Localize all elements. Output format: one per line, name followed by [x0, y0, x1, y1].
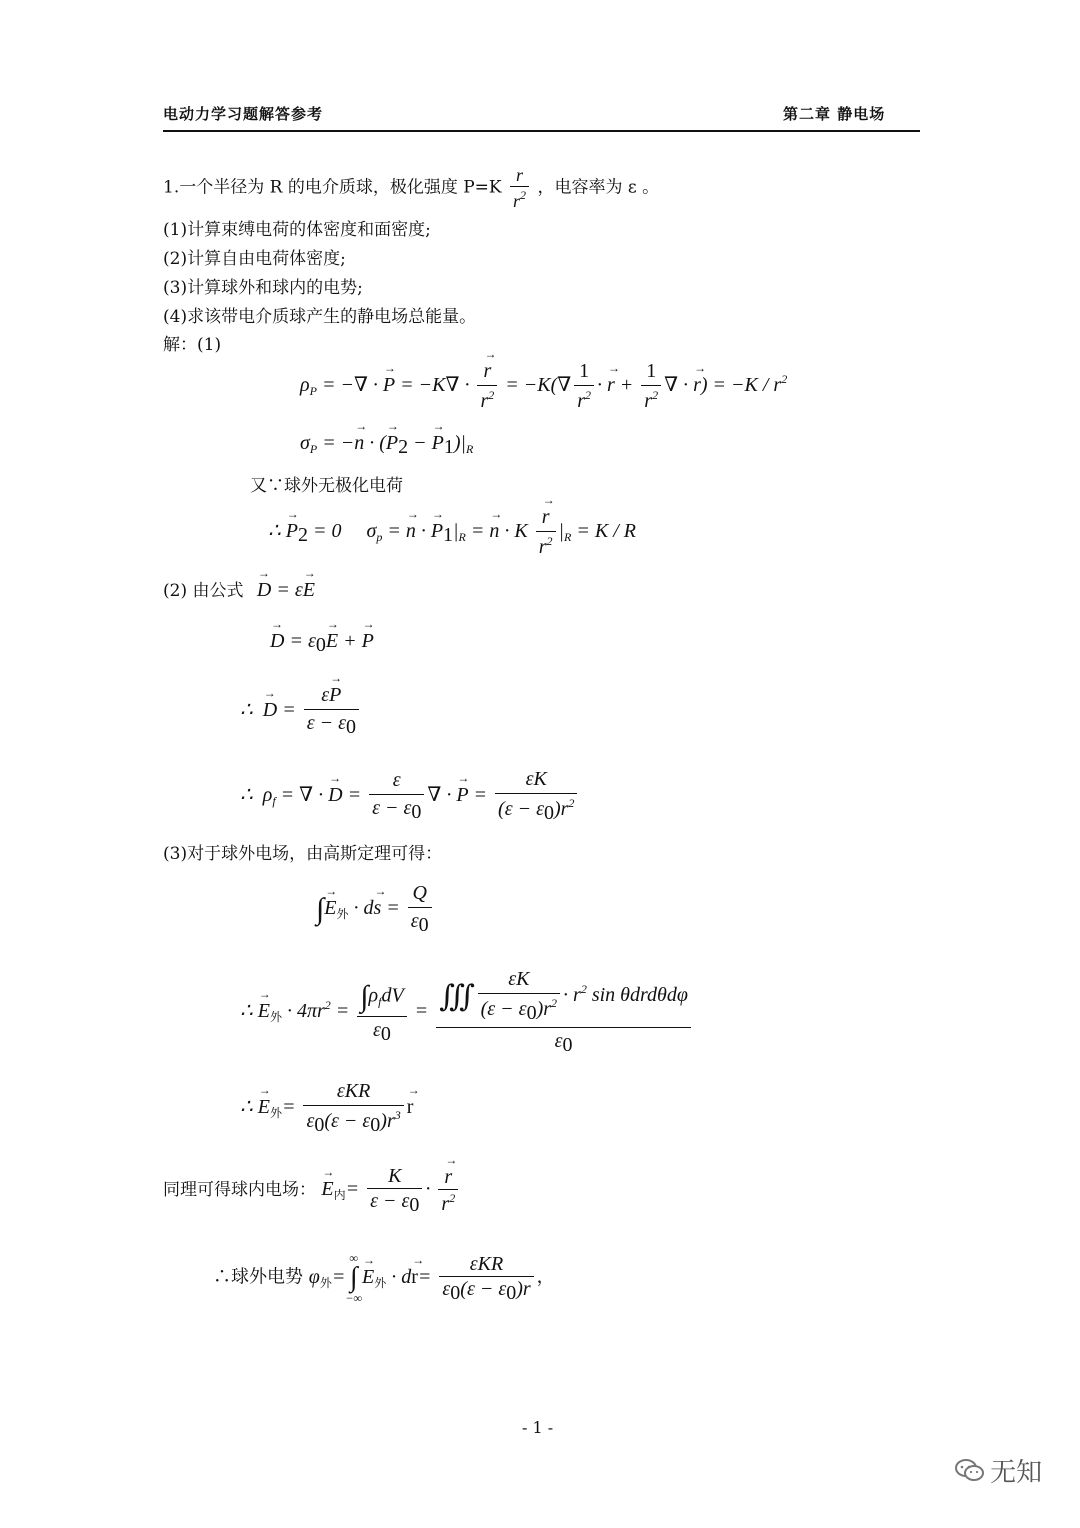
equation-d-result: ∴ → D = $\frac{\varepsilon\to P}{\varepsilon - \varepsilon_0}$ — [240, 684, 362, 739]
watermark — [955, 1452, 1042, 1489]
problem-item-4: (4)求该带电介质球产生的静电场总能量。 — [163, 307, 477, 327]
problem-item-1: (1)计算束缚电荷的体密度和面密度; — [163, 220, 431, 240]
wechat-icon — [955, 1458, 985, 1484]
formula-r-over-r2: $\frac{r}{r^2}$ — [510, 166, 529, 210]
equation-sigma-p: $\sigma_P$ = −→ n · (→ $P_2$ − → $P_1)|_R$ — [300, 432, 473, 459]
solution-label: 解：(1) — [163, 335, 222, 355]
potential-line: ∴球外电势 $\varphi_外=\infty$ ∫ −∞→ $E_外 \cdot d\to r=$ $\frac{\text{εKR}}{\varepsilon_0(\varepsilon - \varepsilon_0)r}$ ， — [213, 1252, 555, 1304]
note-no-charge: 又∵球外无极化电荷 — [250, 476, 403, 496]
header-rule — [163, 130, 920, 132]
part2-text: (2) 由公式 — [163, 581, 244, 601]
problem-intro-text: 1.一个半径为 R 的电介质球，极化强度 P=K — [163, 177, 502, 198]
potential-comma: ， — [536, 1266, 555, 1288]
inside-field-text: 同理可得球内电场： — [163, 1180, 316, 1201]
equation-flux-integral: ∴ → $E_外 \cdot 4\pi r^2$ = $\frac{\int\rho_fdV}{\varepsilon_0}$ = ∭ $\frac{\varepsilon K}{(\varepsilon - \varepsilon_0)r^2}$ · $r^2$ sin θdrdθdφ $\varepsilon_0$ — [240, 968, 694, 1057]
equation-rho-p: $\rho_P$ = −∇ · → P = −K∇ · → $\frac{r}{r^2}$ = −K(∇ $\frac{1}{r^2}$ · → r + $\frac{1}{r^2}$ ∇ · → $r) = -K / r^2$ — [300, 360, 787, 413]
watermark-text: 无知 — [990, 1458, 1043, 1488]
equation-e-outside: ∴ → $E_外=$ $\frac{\text{εKR}}{\varepsilon_0(\varepsilon - \varepsilon_0)r^3}$ → r — [240, 1080, 413, 1137]
problem-intro-tail: ，电容率为 ε 。 — [537, 177, 660, 198]
equation-sigma-result: ∴ → $P_2 = 0$ $\sigma_p$ = → n · → $P_1|_R$ = → n · K → $\frac{r}{r^2}$ $|_R = K / R$ — [268, 506, 636, 559]
potential-text: ∴球外电势 — [213, 1266, 303, 1288]
problem-item-3: (3)计算球外和球内的电势; — [163, 278, 363, 298]
page-number: - 1 - — [522, 1418, 554, 1437]
equation-d-relation: → $D = \varepsilon_0\to E$ + → P — [270, 630, 374, 657]
problem-item-2: (2)计算自由电荷体密度; — [163, 249, 346, 269]
part3-label: (3)对于球外电场，由高斯定理可得： — [163, 844, 443, 864]
equation-gauss-law: ∫→ $E_外 \cdot d\to s$ = $\frac{Q}{\varepsilon_0}$ — [316, 882, 435, 937]
problem-intro — [163, 166, 659, 210]
running-header-left: 电动力学习题解答参考 — [163, 105, 324, 123]
running-header-right: 第二章 静电场 — [783, 105, 886, 123]
equation-rho-f: ∴ $\rho_f$ = ∇ · → D = $\frac{\varepsilon}{\varepsilon - \varepsilon_0}$ ∇ · → P = $\frac{\varepsilon K}{(\varepsilon - \varepsilon_0)r^2}$ — [240, 768, 580, 825]
part2-label: (2) 由公式 → D = ε→ E — [163, 580, 315, 600]
inside-field-line: 同理可得球内电场： → $E_内=$ $\frac{K}{\varepsilon - \varepsilon_0}$ · → $\frac{r}{r^2}$ — [163, 1166, 461, 1215]
